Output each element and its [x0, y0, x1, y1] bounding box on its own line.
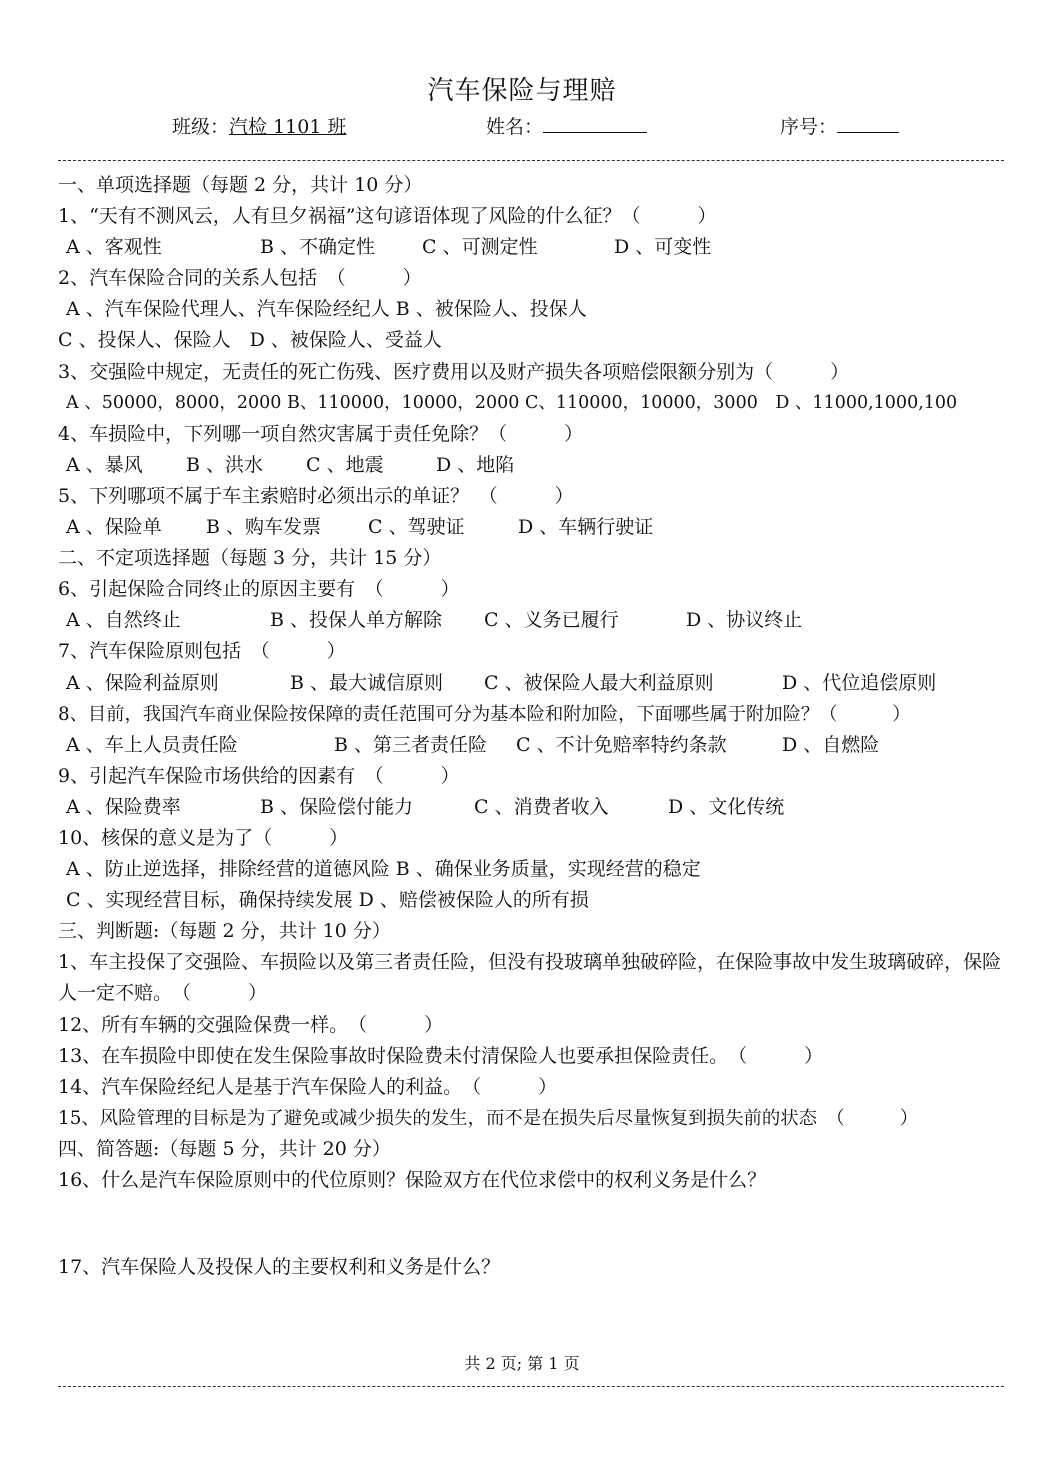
question-7: 7、汽车保险原则包括 （ ） [58, 640, 346, 663]
option-a: A 、保险利益原则 [66, 671, 219, 694]
question-4-options [58, 450, 1008, 481]
question-12: 12、所有车辆的交强险保费一样。 （ ） [58, 1013, 444, 1036]
bottom-divider [58, 1386, 1004, 1387]
option-b: B 、洪水 [186, 453, 264, 476]
name-label: 姓名： [486, 116, 544, 138]
section-heading: 四、简答题:（每题 5 分，共计 20 分） [58, 1137, 391, 1160]
section-heading: 三、判断题:（每题 2 分，共计 10 分） [58, 920, 391, 943]
question-8-options [58, 730, 1008, 761]
seq-blank[interactable] [837, 114, 899, 133]
question-2: 2、汽车保险合同的关系人包括 （ ） [58, 267, 422, 290]
option-c: C 、不计免赔率特约条款 [516, 733, 727, 756]
question-7-options [58, 668, 1008, 699]
name-blank[interactable] [543, 114, 647, 133]
question-2-options-2: C 、投保人、保险人 D 、被保险人、受益人 [58, 329, 442, 352]
page-title: 汽车保险与理赔 [427, 76, 617, 106]
option-a: A 、自然终止 [66, 609, 181, 632]
name-field [486, 112, 647, 139]
class-value: 汽检 1101 班 [229, 116, 347, 138]
option-c: C 、消费者收入 [474, 795, 609, 818]
option-d: D 、地陷 [436, 453, 515, 476]
seq-field [780, 112, 899, 139]
question-14: 14、汽车保险经纪人是基于汽车保险人的利益。 （ ） [58, 1075, 558, 1098]
option-d: D 、自燃险 [782, 733, 880, 756]
option-a: A 、保险单 [66, 516, 162, 539]
option-c: C 、可测定性 [422, 236, 538, 259]
option-b: B 、最大诚信原则 [290, 671, 444, 694]
question-8: 8、目前，我国汽车商业保险按保障的责任范围可分为基本险和附加险，下面哪些属于附加险？（ ） [58, 703, 911, 725]
question-11: 1、车主投保了交强险、车损险以及第三者责任险，但没有投玻璃单独破碎险，在保险事故中发生玻璃破碎，保险人一定不赔。 （ ） [58, 951, 1002, 1005]
option-a: A 、暴风 [66, 453, 143, 476]
seq-label: 序号： [780, 116, 838, 138]
top-divider [58, 160, 1004, 161]
section-heading: 一、单项选择题（每题 2 分，共计 10 分） [58, 174, 423, 196]
question-10-options-2: C 、实现经营目标，确保持续发展 D 、赔偿被保险人的所有损 [66, 889, 589, 912]
class-label: 班级： [172, 116, 230, 138]
question-5-options [58, 512, 1008, 543]
option-d: D 、文化传统 [668, 795, 785, 818]
option-b: B 、购车发票 [206, 516, 322, 539]
option-a: A 、车上人员责任险 [66, 733, 238, 756]
option-b: B 、保险偿付能力 [260, 795, 414, 818]
question-6-options [58, 605, 1008, 636]
question-15: 15、风险管理的目标是为了避免或减少损失的发生，而不是在损失后尽量恢复到损失前的状态 （ ） [58, 1107, 919, 1129]
option-b: B 、第三者责任险 [334, 733, 488, 756]
option-d: D 、车辆行驶证 [518, 516, 654, 539]
question-2-options-1: A 、汽车保险代理人、汽车保险经纪人 B 、被保险人、投保人 [66, 298, 587, 321]
answer-space[interactable] [58, 1196, 1008, 1252]
question-3-options: A 、50000，8000，2000 B、110000，10000，2000 C、110000，10000，3000 D 、11000,1000,100 [66, 392, 958, 413]
option-a: A 、客观性 [66, 236, 162, 259]
option-c: C 、驾驶证 [368, 516, 465, 539]
exam-content [58, 170, 1008, 1283]
question-10-options-1: A 、防止逆选择，排除经营的道德风险 B 、确保业务质量，实现经营的稳定 [66, 858, 701, 881]
question-5: 5、下列哪项不属于车主索赔时必须出示的单证？ （ ） [58, 484, 574, 507]
option-b: B 、投保人单方解除 [270, 609, 443, 632]
question-16: 16、什么是汽车保险原则中的代位原则？保险双方在代位求偿中的权利义务是什么？ [58, 1169, 767, 1191]
section-heading: 二、不定项选择题（每题 3 分，共计 15 分） [58, 547, 442, 570]
option-c: C 、义务已履行 [484, 609, 619, 632]
option-d: D 、协议终止 [686, 609, 803, 632]
question-3: 3、交强险中规定，无责任的死亡伤残、医疗费用以及财产损失各项赔偿限额分别为（ ） [58, 360, 850, 383]
question-13: 13、在车损险中即使在发生保险事故时保险费未付清保险人也要承担保险责任。 （ ） [58, 1044, 824, 1067]
page-footer: 共 2 页; 第 1 页 [464, 1354, 580, 1373]
question-4: 4、车损险中，下列哪一项自然灾害属于责任免除？（ ） [58, 422, 584, 445]
question-6: 6、引起保险合同终止的原因主要有 （ ） [58, 578, 460, 601]
option-c: C 、地震 [306, 453, 384, 476]
question-10: 10、核保的意义是为了（ ） [58, 826, 349, 849]
question-17: 17、汽车保险人及投保人的主要权利和义务是什么？ [58, 1256, 501, 1279]
option-d: D 、代位追偿原则 [782, 671, 937, 694]
question-9: 9、引起汽车保险市场供给的因素有 （ ） [58, 764, 460, 787]
question-1-options [58, 232, 1008, 263]
option-a: A 、保险费率 [66, 795, 181, 818]
question-9-options [58, 792, 1008, 823]
option-d: D 、可变性 [614, 236, 712, 259]
option-c: C 、被保险人最大利益原则 [484, 671, 714, 694]
question-1: 1、“天有不测风云，人有旦夕祸福”这句谚语体现了风险的什么征？（ ） [58, 205, 717, 228]
option-b: B 、不确定性 [260, 236, 376, 259]
class-field [172, 112, 346, 139]
